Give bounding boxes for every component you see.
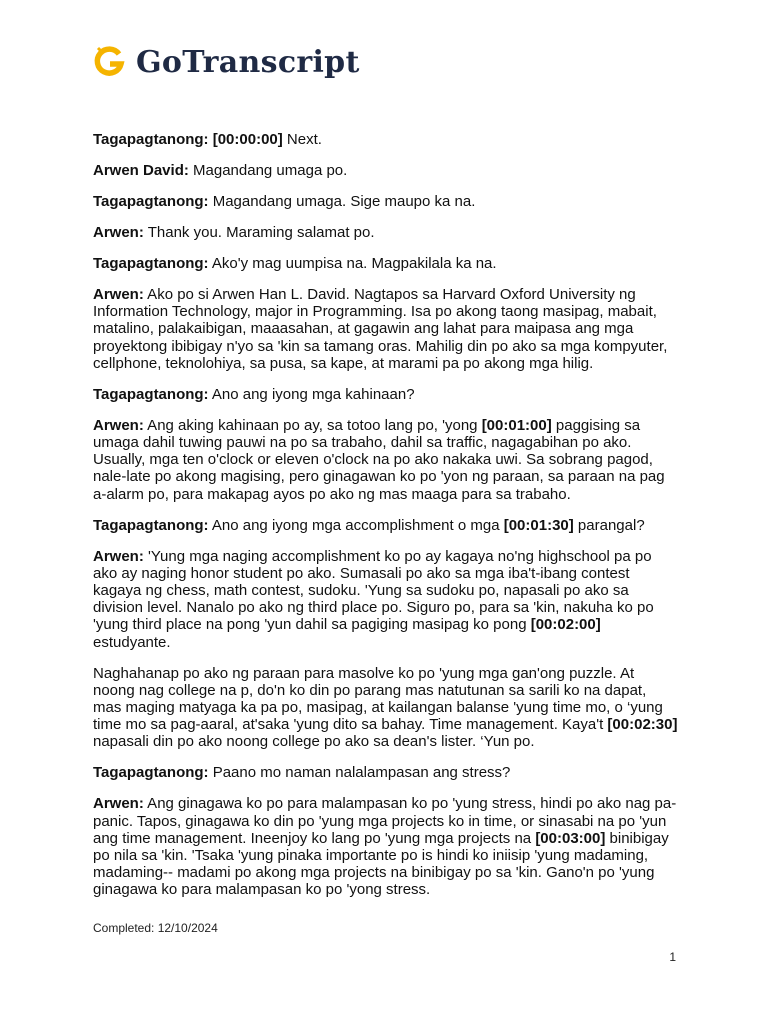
speaker-name: Arwen: bbox=[93, 416, 144, 434]
utterance-text: Ako'y mag uumpisa na. Magpakilala ka na. bbox=[208, 255, 497, 272]
utterance-text: paggising sa umaga dahil tuwing pauwi na po sa trabaho, dahil sa traffic, nagagabihan po ako. Usually, mga ten o'clock or eleven o'clock na po ako nakaka uwi. Sa sobrang pagod, nale-late po akong magising, pero ginagawan ko po 'yon ng paraan, sa paraan na pag a-alarm po, para makapag ayos po ako ng mas maaga para sa trabaho. bbox=[93, 416, 665, 503]
timestamp: [00:01:00] bbox=[481, 416, 552, 434]
speaker-name: Arwen David: bbox=[93, 162, 189, 179]
transcript-paragraph bbox=[93, 224, 678, 241]
transcript-paragraph bbox=[93, 665, 678, 751]
transcript-paragraph bbox=[93, 764, 678, 781]
utterance-text: Magandang umaga po. bbox=[188, 162, 348, 179]
utterance-text: Naghahanap po ako ng paraan para masolve ko po 'yung mga gan'ong puzzle. At noong nag college na p, do'n ko din po parang mas natutunan sa sarili ko na dapat, mas maging matyaga ka pa po, masipag, at kailangan balanse 'yung time mo, o ‘yung time mo sa pag-aaral, at'saka 'yung dito sa bahay. Time management. Kaya't bbox=[93, 664, 663, 734]
speaker-name: Tagapagtanong: bbox=[93, 764, 209, 782]
transcript-paragraph bbox=[93, 548, 678, 651]
transcript-paragraph bbox=[93, 417, 678, 503]
transcript-paragraph bbox=[93, 386, 678, 403]
utterance-text: Ano ang iyong mga kahinaan? bbox=[208, 385, 415, 403]
transcript-paragraph bbox=[93, 131, 678, 148]
transcript-paragraph bbox=[93, 795, 678, 898]
speaker-name: Tagapagtanong: bbox=[93, 516, 209, 534]
speaker-name: Arwen: bbox=[93, 224, 144, 241]
transcript-paragraph bbox=[93, 286, 678, 372]
speaker-name: Tagapagtanong: bbox=[93, 131, 209, 148]
speaker-name: Arwen: bbox=[93, 795, 144, 813]
speaker-name: Arwen: bbox=[93, 286, 144, 303]
transcript-paragraph bbox=[93, 255, 678, 272]
utterance-text: Magandang umaga. Sige maupo ka na. bbox=[208, 193, 476, 210]
gotranscript-g-icon bbox=[92, 45, 126, 79]
timestamp: [00:03:00] bbox=[535, 829, 606, 847]
utterance-text: Ako po si Arwen Han L. David. Nagtapos sa Harvard Oxford University ng Information Technology, major in Programming. Isa po akong taong masipag, mabait, matalino, palakaibigan, maaasahan, at gagawin ang lahat para maipasa ang mga proyektong ibibigay n'yo sa 'kin sa tamang oras. Mahilig din po ako sa mga kompyuter, cellphone, teknolohiya, sa pusa, sa kape, at marami pa po akong mga hilig. bbox=[93, 286, 668, 372]
timestamp: [00:01:30] bbox=[503, 516, 574, 534]
utterance-text: Thank you. Maraming salamat po. bbox=[143, 224, 375, 241]
transcript-paragraph bbox=[93, 517, 678, 534]
timestamp: [00:02:00] bbox=[530, 616, 601, 634]
completed-date: Completed: 12/10/2024 bbox=[93, 921, 218, 935]
transcript-paragraph bbox=[93, 193, 678, 210]
speaker-name: Tagapagtanong: bbox=[93, 255, 209, 272]
transcript-paragraph bbox=[93, 162, 678, 179]
logo-wordmark: GoTranscript bbox=[136, 44, 360, 80]
speaker-name: Tagapagtanong: bbox=[93, 385, 209, 403]
utterance-text: 'Yung mga naging accomplishment ko po ay kagaya no'ng highschool pa po ako ay naging honor student po ako. Sumasali po ako sa mga iba't-ibang contest kagaya ng chess, math contest, sudoku. 'Yung sa sudoku po, napasali po ako sa division level. Nanalo po ako ng third place po. Siguro po, para sa 'kin, nakuha ko po 'yung third place na pong 'yun dahil sa pagiging masipag ko pong bbox=[93, 547, 654, 634]
utterance-text: parangal? bbox=[573, 516, 645, 534]
page-number: 1 bbox=[669, 950, 676, 964]
utterance-text: Paano mo naman nalalampasan ang stress? bbox=[208, 764, 511, 782]
utterance-text: Ang aking kahinaan po ay, sa totoo lang po, 'yong bbox=[143, 416, 482, 434]
utterance-text: Next. bbox=[282, 131, 322, 148]
utterance-text: estudyante. bbox=[93, 633, 171, 651]
utterance-text: binibigay po nila sa 'kin. 'Tsaka 'yung pinaka importante po is hindi ko iniisip 'yung madaming, madaming-- madami po akong mga projects na binibigay po sa 'kin. Gano'n po 'yung ginagawa ko para malampasan ko po 'yong stress. bbox=[93, 829, 669, 899]
speaker-name: Arwen: bbox=[93, 547, 144, 565]
gotranscript-logo bbox=[92, 42, 360, 82]
timestamp: [00:02:30] bbox=[607, 716, 678, 734]
timestamp: [00:00:00] bbox=[212, 131, 283, 148]
speaker-name: Tagapagtanong: bbox=[93, 193, 209, 210]
transcript-body bbox=[93, 131, 678, 912]
utterance-text: napasali din po ako noong college po ako sa dean's lister. ‘Yun po. bbox=[93, 733, 535, 751]
utterance-text: Ang ginagawa ko po para malampasan ko po 'yung stress, hindi po ako nag pa-panic. Tapos, ginagawa ko din po 'yung mga projects ko in time, or sinasabi na po 'yun ang time management. Ineenjoy ko lang po 'yung mga projects na bbox=[93, 795, 677, 847]
utterance-text: Ano ang iyong mga accomplishment o mga bbox=[208, 516, 504, 534]
